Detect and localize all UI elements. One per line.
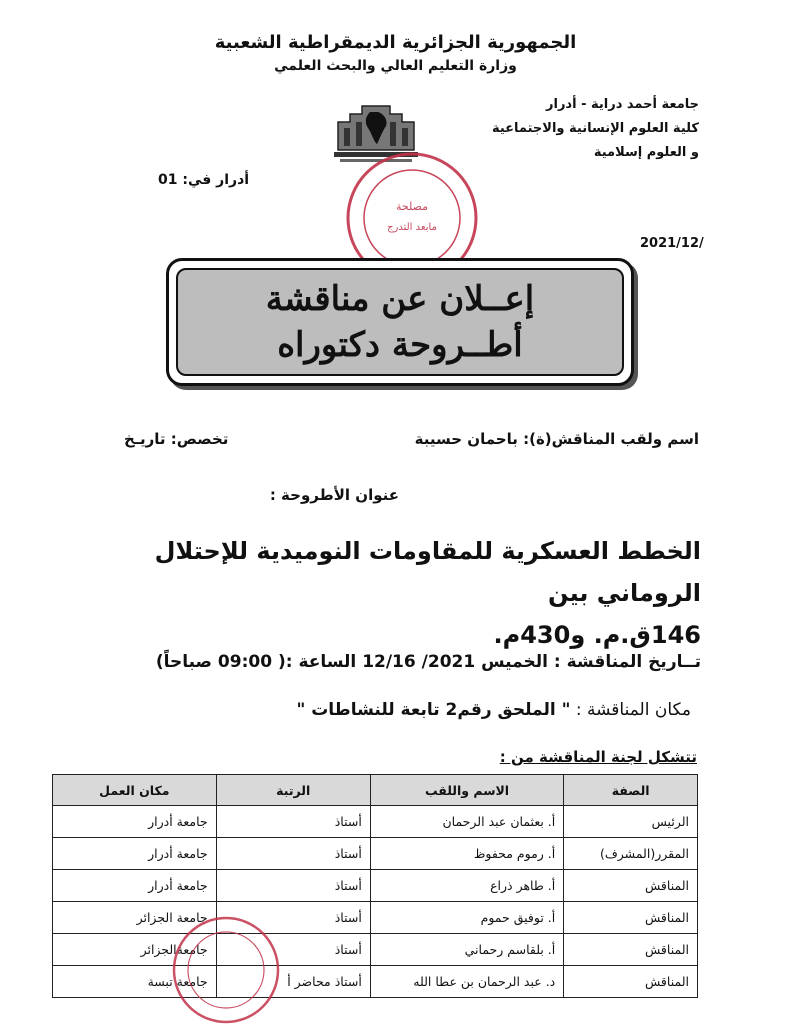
official-stamp-partial [170,910,280,1024]
defense-place-value: " الملحق رقم2 تابعة للنشاطات " [296,700,571,720]
cell-name: أ. طاهر ذراع [370,870,563,902]
specialty-label: تخصص: [170,430,229,448]
defense-date-label: تــاريخ المناقشة : [553,652,701,672]
thesis-label: عنوان الأطروحة : [269,486,399,504]
table-row [53,934,698,966]
svg-text:مابعد التدرج: مابعد التدرج [387,222,437,233]
cell-work: جامعة أدرار [53,870,217,902]
cell-work: جامعة الجزائر [53,902,217,934]
ministry-heading: وزارة التعليم العالي والبحث العلمي [274,58,517,74]
cell-rank: أستاذ [216,838,370,870]
cell-work: جامعة أدرار [53,806,217,838]
defense-time-label: الساعة :( [277,652,357,672]
announcement-title-box [166,258,634,386]
place-reference: أدرار في: 01 [158,172,250,188]
table-row [53,870,698,902]
faculty-name-cont: و العلوم إسلامية [593,145,699,160]
candidate-label: اسم ولقب المناقش(ة): [523,430,699,448]
candidate-name: باحمان حسيبة [414,430,518,448]
table-row [53,966,698,998]
header-role: الصفة [564,775,698,806]
cell-role: المناقش [564,902,698,934]
specialty-line [124,430,228,448]
cell-role: المناقش [564,870,698,902]
university-name: جامعة أحمد دراية - أدرار [546,97,699,112]
date-reference: 2021/12/ [640,236,704,251]
cell-rank: أستاذ محاضر أ [216,966,370,998]
cell-rank: أستاذ [216,870,370,902]
defense-place-label: مكان المناقشة : [575,700,691,720]
cell-rank: أستاذ [216,806,370,838]
cell-work: جامعةالجزائر [53,934,217,966]
svg-text:مصلحة: مصلحة [395,200,429,213]
defense-date: 2021/ 12/16 [362,652,476,672]
announcement-subtitle: أطــروحة دكتوراه [277,325,523,365]
cell-role: المقرر(المشرف) [564,838,698,870]
header-work: مكان العمل [53,775,217,806]
cell-work: جامعة أدرار [53,838,217,870]
table-header-row [53,775,698,806]
cell-rank: أستاذ [216,902,370,934]
cell-rank: أستاذ [216,934,370,966]
cell-role: الرئيس [564,806,698,838]
cell-work: جامعة تبسة [53,966,217,998]
committee-label: تتشكل لجنة المناقشة من : [499,748,697,766]
cell-name: أ. بعثمان عبد الرحمان [370,806,563,838]
cell-role: المناقش [564,966,698,998]
header-rank: الرتبة [216,775,370,806]
table-row [53,806,698,838]
thesis-title-line1: الخطط العسكرية للمقاومات النوميدية للإحتلال الروماني بين [154,537,701,607]
table-row [53,838,698,870]
cell-name: أ. بلقاسم رحماني [370,934,563,966]
thesis-title [60,530,701,656]
header-name: الاسم واللقب [370,775,563,806]
republic-heading: الجمهورية الجزائرية الديمقراطية الشعبية [214,32,577,53]
cell-role: المناقش [564,934,698,966]
thesis-title-line2: 146ق.م. و430م. [493,621,701,649]
candidate-line [415,430,699,448]
defense-place-line [296,700,691,720]
cell-name: د. عبد الرحمان بن عطا الله [370,966,563,998]
cell-name: أ. توفيق حموم [370,902,563,934]
table-row [53,902,698,934]
defense-day: الخميس [481,652,548,672]
faculty-name: كلية العلوم الإنسانية والاجتماعية [491,121,699,136]
committee-table [52,774,698,998]
specialty-value: تاريـخ [124,430,166,448]
defense-time: 09:00 صباحاً) [155,652,273,672]
defense-date-line [156,652,701,672]
announcement-title: إعــلان عن مناقشة [265,279,535,319]
cell-name: أ. رموم محفوظ [370,838,563,870]
